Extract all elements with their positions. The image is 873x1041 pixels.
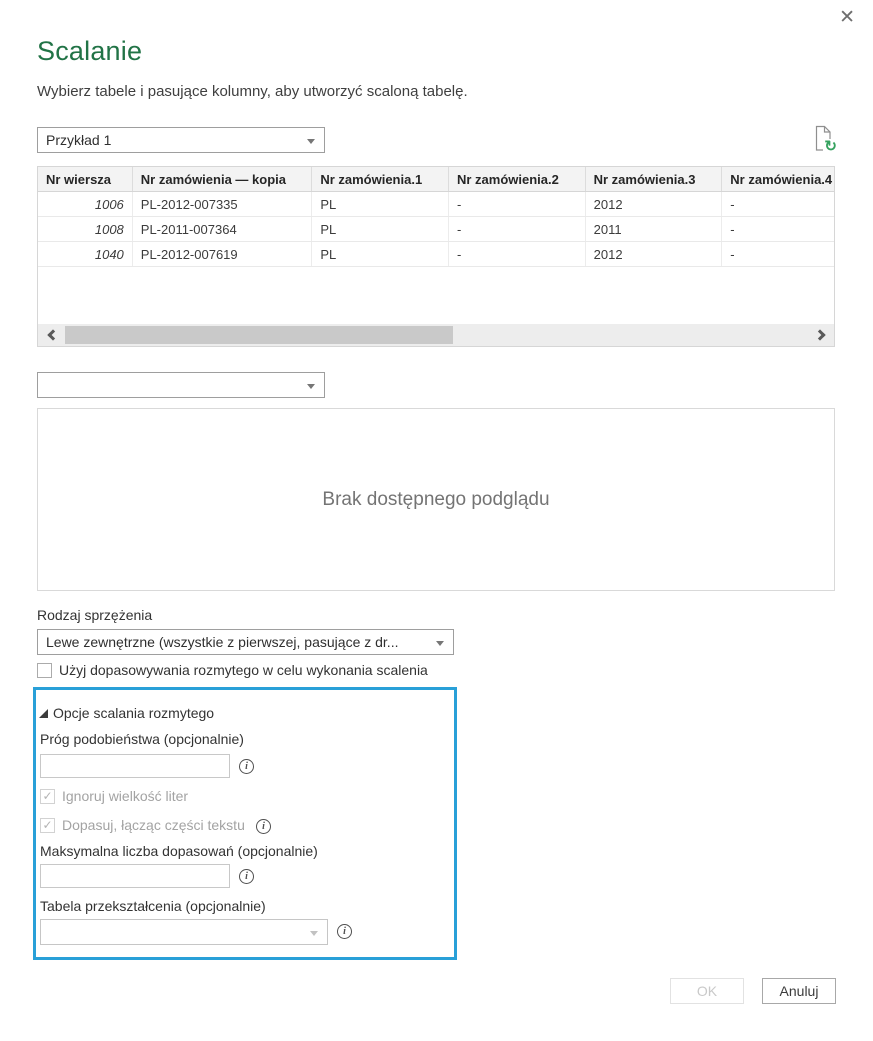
ok-button: OK (670, 978, 744, 1004)
info-icon[interactable]: i (337, 924, 352, 939)
combine-text-parts-checkbox (40, 817, 245, 833)
transformation-table-dropdown (40, 919, 328, 945)
chevron-down-icon (436, 641, 444, 646)
info-icon[interactable]: i (256, 819, 271, 834)
cancel-button[interactable]: Anuluj (762, 978, 836, 1004)
table-cell[interactable]: 1008 (38, 217, 133, 241)
table-cell[interactable]: PL (312, 192, 449, 216)
second-table-preview (37, 408, 835, 591)
refresh-icon: ↻ (824, 138, 837, 155)
table-cell[interactable]: PL-2012-007335 (133, 192, 313, 216)
chevron-down-icon (307, 139, 315, 144)
column-header[interactable]: Nr zamówienia.2 (449, 167, 586, 191)
table-cell[interactable]: - (449, 242, 586, 266)
chevron-down-icon (307, 384, 315, 389)
table-cell[interactable]: - (449, 192, 586, 216)
close-icon[interactable]: ✕ (839, 7, 855, 28)
table-cell[interactable]: - (730, 197, 735, 212)
table-row (38, 217, 834, 242)
transformation-table-label: Tabela przekształcenia (opcjonalnie) (40, 898, 266, 914)
info-icon[interactable]: i (239, 869, 254, 884)
fuzzy-options-header: Opcje scalania rozmytego (53, 705, 215, 721)
column-header[interactable]: Nr zamówienia.3 (586, 167, 723, 191)
join-kind-dropdown-value: Lewe zewnętrzne (wszystkie z pierwszej, pasujące z dr... (46, 634, 399, 650)
table-cell[interactable]: PL (312, 217, 449, 241)
table-cell[interactable]: 2012 (586, 192, 723, 216)
checkmark-icon: ✓ (42, 789, 53, 803)
ignore-case-label: Ignoruj wielkość liter (62, 788, 189, 804)
similarity-threshold-input[interactable] (40, 754, 230, 778)
checkmark-icon: ✓ (42, 818, 53, 832)
table-cell[interactable]: - (730, 247, 735, 262)
checkbox-checked-icon (40, 789, 55, 804)
join-kind-dropdown[interactable] (37, 629, 454, 655)
expander-triangle-icon (39, 709, 48, 718)
second-table-dropdown[interactable] (37, 372, 325, 398)
table-cell[interactable]: PL (312, 242, 449, 266)
join-kind-label: Rodzaj sprzężenia (37, 607, 153, 623)
table-cell[interactable]: 2011 (586, 217, 723, 241)
first-table-dropdown-value: Przykład 1 (46, 132, 112, 148)
horizontal-scrollbar[interactable] (38, 324, 834, 346)
use-fuzzy-matching-checkbox[interactable] (37, 662, 428, 678)
column-header[interactable]: Nr zamówienia.4 (730, 172, 833, 187)
table-cell[interactable]: 2012 (586, 242, 723, 266)
sample-table (37, 166, 835, 347)
fuzzy-options-expander[interactable] (39, 705, 214, 721)
ignore-case-checkbox (40, 788, 188, 804)
scrollbar-thumb[interactable] (65, 326, 453, 344)
column-header[interactable]: Nr zamówienia — kopia (133, 167, 313, 191)
max-matches-input[interactable] (40, 864, 230, 888)
chevron-right-icon (814, 329, 825, 340)
combine-text-parts-label: Dopasuj, łącząc części tekstu (62, 817, 245, 833)
scroll-right-button[interactable] (808, 324, 834, 346)
first-table-dropdown[interactable] (37, 127, 325, 153)
checkbox-checked-icon (40, 818, 55, 833)
table-row (38, 242, 834, 267)
scroll-left-button[interactable] (38, 324, 64, 346)
table-cell[interactable]: PL-2011-007364 (133, 217, 313, 241)
column-header[interactable]: Nr wiersza (38, 167, 133, 191)
use-fuzzy-matching-label: Użyj dopasowywania rozmytego w celu wykonania scalenia (59, 662, 428, 678)
table-cell[interactable]: - (730, 222, 735, 237)
refresh-preview-button[interactable] (812, 125, 837, 155)
table-cell[interactable]: 1006 (38, 192, 133, 216)
checkbox-unchecked-icon (37, 663, 52, 678)
no-preview-message: Brak dostępnego podglądu (322, 488, 550, 510)
page-title: Scalanie (37, 36, 143, 66)
chevron-left-icon (47, 329, 58, 340)
similarity-threshold-label: Próg podobieństwa (opcjonalnie) (40, 731, 244, 747)
table-row (38, 192, 834, 217)
table-cell[interactable]: PL-2012-007619 (133, 242, 313, 266)
table-header-row (38, 167, 834, 192)
max-matches-label: Maksymalna liczba dopasowań (opcjonalnie) (40, 843, 318, 859)
table-cell[interactable]: 1040 (38, 242, 133, 266)
column-header[interactable]: Nr zamówienia.1 (312, 167, 449, 191)
dialog-subtitle: Wybierz tabele i pasujące kolumny, aby utworzyć scaloną tabelę. (37, 83, 468, 100)
table-cell[interactable]: - (449, 217, 586, 241)
chevron-down-icon (310, 931, 318, 936)
info-icon[interactable]: i (239, 759, 254, 774)
